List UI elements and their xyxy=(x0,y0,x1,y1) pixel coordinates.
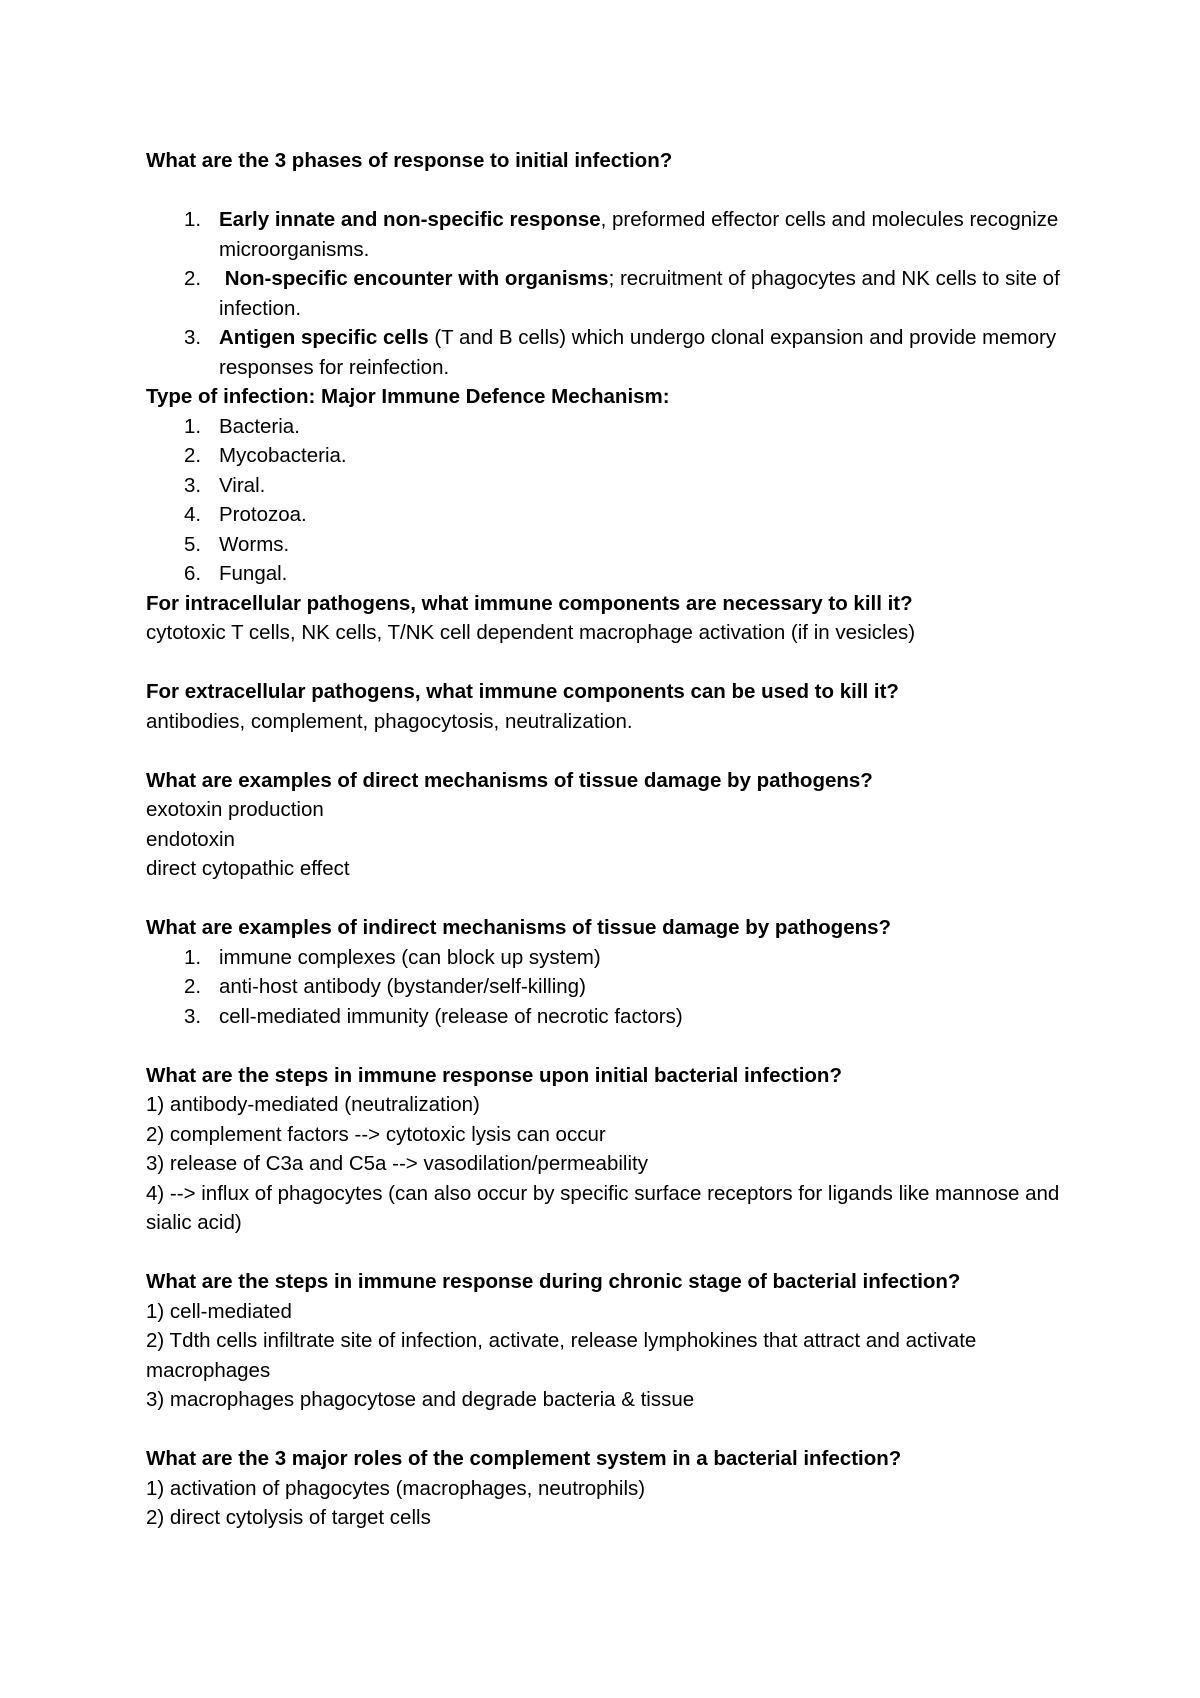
answer-line: direct cytopathic effect xyxy=(146,857,350,880)
list-item xyxy=(146,500,1076,530)
infection-types-list xyxy=(146,412,1076,589)
spacer xyxy=(146,884,1076,914)
answer-line: 2) complement factors --> cytotoxic lysis can occur xyxy=(146,1122,606,1146)
question-extracellular: For extracellular pathogens, what immune components can be used to kill it? xyxy=(146,680,899,703)
answer-line: 1) cell-mediated xyxy=(146,1299,292,1323)
question-indirect: What are examples of indirect mechanisms of tissue damage by pathogens? xyxy=(146,916,892,939)
list-number: 2. xyxy=(184,444,202,467)
list-number: 1. xyxy=(184,208,202,231)
answer-line: 3) macrophages phagocytose and degrade bacteria & tissue xyxy=(146,1388,695,1411)
list-item xyxy=(146,471,1076,501)
list-item xyxy=(146,559,1076,589)
spacer xyxy=(146,176,1076,206)
list-item-text: Protozoa. xyxy=(219,503,307,526)
answer-line: 2) Tdth cells infiltrate site of infection, activate, release lymphokines that attract and activate macrophages xyxy=(146,1329,977,1382)
list-item-text: Bacteria. xyxy=(219,414,300,438)
list-item xyxy=(146,972,1076,1002)
list-number: 3. xyxy=(184,473,202,497)
answer-line: 4) --> influx of phagocytes (can also occur by specific surface receptors for ligands like mannose and sialic acid) xyxy=(146,1181,1060,1234)
list-item-bold: Non-specific encounter with organisms xyxy=(219,267,609,290)
list-item-bold: Antigen specific cells xyxy=(219,326,429,349)
list-number: 1. xyxy=(184,945,202,969)
question-phases: What are the 3 phases of response to initial infection? xyxy=(146,149,673,172)
answer-line: 3) release of C3a and C5a --> vasodilation/permeability xyxy=(146,1152,648,1175)
list-number: 4. xyxy=(184,503,202,526)
list-item-text: cell-mediated immunity (release of necrotic factors) xyxy=(219,1004,683,1028)
list-item-text: ; recruitment of phagocytes and NK cells to site of infection. xyxy=(219,267,1060,320)
list-number: 3. xyxy=(184,1004,202,1028)
list-item-text: (T and B cells) which undergo clonal expansion and provide memory responses for reinfection. xyxy=(219,326,1057,379)
spacer xyxy=(146,1031,1076,1061)
question-intracellular: For intracellular pathogens, what immune components are necessary to kill it? xyxy=(146,591,913,615)
answer-line: 2) direct cytolysis of target cells xyxy=(146,1506,431,1529)
indirect-list xyxy=(146,943,1076,1032)
spacer xyxy=(146,648,1076,678)
spacer xyxy=(146,1238,1076,1268)
document-page xyxy=(146,146,1076,1533)
list-item-text: Fungal. xyxy=(219,562,288,585)
answer-line: endotoxin xyxy=(146,827,235,851)
list-item xyxy=(146,943,1076,973)
list-number: 3. xyxy=(184,326,202,349)
list-item-bold: Early innate and non-specific response xyxy=(219,208,601,231)
list-item-text: Viral. xyxy=(219,473,266,497)
question-chronic-bacterial: What are the steps in immune response during chronic stage of bacterial infection? xyxy=(146,1270,961,1293)
list-number: 2. xyxy=(184,975,202,998)
question-complement-roles: What are the 3 major roles of the complement system in a bacterial infection? xyxy=(146,1447,902,1470)
question-initial-bacterial: What are the steps in immune response upon initial bacterial infection? xyxy=(146,1063,842,1087)
list-item xyxy=(146,1002,1076,1032)
answer-line: 1) activation of phagocytes (macrophages, neutrophils) xyxy=(146,1476,646,1500)
list-item xyxy=(146,205,1076,264)
list-item-text: anti-host antibody (bystander/self-killing) xyxy=(219,975,586,998)
question-direct: What are examples of direct mechanisms of tissue damage by pathogens? xyxy=(146,768,873,792)
list-number: 5. xyxy=(184,532,202,556)
list-item-text: , preformed effector cells and molecules recognize microorganisms. xyxy=(219,208,1059,261)
phases-list xyxy=(146,205,1076,382)
list-item xyxy=(146,412,1076,442)
answer-line: exotoxin production xyxy=(146,798,324,821)
list-number: 1. xyxy=(184,414,202,438)
spacer xyxy=(146,1415,1076,1445)
list-item-text: Mycobacteria. xyxy=(219,444,347,467)
list-item xyxy=(146,264,1076,323)
list-number: 6. xyxy=(184,562,202,585)
answer-line: 1) antibody-mediated (neutralization) xyxy=(146,1093,480,1116)
list-item xyxy=(146,323,1076,382)
list-item xyxy=(146,441,1076,471)
list-item-text: Worms. xyxy=(219,532,290,556)
answer-intracellular: cytotoxic T cells, NK cells, T/NK cell dependent macrophage activation (if in vesicles) xyxy=(146,621,916,644)
spacer xyxy=(146,736,1076,766)
answer-extracellular: antibodies, complement, phagocytosis, neutralization. xyxy=(146,709,633,733)
list-item-text: immune complexes (can block up system) xyxy=(219,945,601,969)
list-number: 2. xyxy=(184,267,202,290)
list-item xyxy=(146,530,1076,560)
question-infection-types: Type of infection: Major Immune Defence Mechanism: xyxy=(146,385,670,408)
